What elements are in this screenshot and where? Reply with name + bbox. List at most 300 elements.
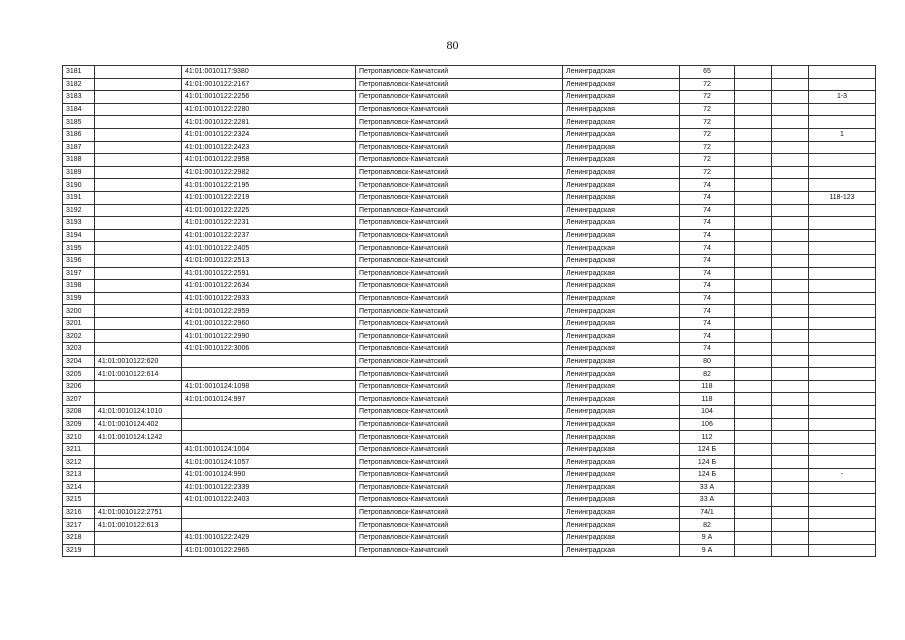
cadastral-premises-cell: 41:01:0010122:2591 [182,267,356,280]
cadastral-land-cell [95,254,182,267]
street-cell: Ленинградская [563,343,680,356]
street-cell: Ленинградская [563,456,680,469]
city-cell: Петропавловск-Камчатский [356,494,563,507]
structure-cell [772,368,809,381]
city-cell: Петропавловск-Камчатский [356,393,563,406]
house-cell: 80 [680,355,735,368]
city-cell: Петропавловск-Камчатский [356,141,563,154]
street-cell: Ленинградская [563,154,680,167]
apartment-cell [809,431,876,444]
house-cell: 74 [680,229,735,242]
row-number-cell: 3202 [63,330,95,343]
structure-cell [772,431,809,444]
building-cell [735,229,772,242]
street-cell: Ленинградская [563,191,680,204]
table-row [63,531,876,544]
building-cell [735,91,772,104]
apartment-cell [809,103,876,116]
building-cell [735,380,772,393]
table-row [63,267,876,280]
structure-cell [772,267,809,280]
cadastral-land-cell [95,469,182,482]
building-cell [735,179,772,192]
table-row [63,355,876,368]
table-row [63,456,876,469]
house-cell: 74 [680,292,735,305]
street-cell: Ленинградская [563,217,680,230]
house-cell: 104 [680,406,735,419]
city-cell: Петропавловск-Камчатский [356,343,563,356]
row-number-cell: 3187 [63,141,95,154]
city-cell: Петропавловск-Камчатский [356,116,563,129]
house-cell: 72 [680,166,735,179]
house-cell: 74 [680,217,735,230]
city-cell: Петропавловск-Камчатский [356,506,563,519]
street-cell: Ленинградская [563,330,680,343]
row-number-cell: 3188 [63,154,95,167]
cadastral-premises-cell [182,431,356,444]
cadastral-land-cell [95,116,182,129]
row-number-cell: 3200 [63,305,95,318]
apartment-cell [809,368,876,381]
street-cell: Ленинградская [563,254,680,267]
apartment-cell [809,217,876,230]
table-row [63,343,876,356]
house-cell: 74 [680,317,735,330]
apartment-cell [809,242,876,255]
table-row [63,443,876,456]
building-cell [735,78,772,91]
structure-cell [772,380,809,393]
cadastral-land-cell [95,380,182,393]
house-cell: 124 Б [680,456,735,469]
cadastral-land-cell [95,242,182,255]
structure-cell [772,242,809,255]
table-body [63,66,876,557]
cadastral-land-cell [95,78,182,91]
table-row [63,292,876,305]
building-cell [735,128,772,141]
row-number-cell: 3190 [63,179,95,192]
cadastral-premises-cell: 41:01:0010122:2405 [182,242,356,255]
building-cell [735,506,772,519]
house-cell: 124 Б [680,469,735,482]
building-cell [735,66,772,79]
structure-cell [772,544,809,557]
building-cell [735,355,772,368]
table-row [63,406,876,419]
cadastral-premises-cell: 41:01:0010122:2959 [182,305,356,318]
row-number-cell: 3186 [63,128,95,141]
street-cell: Ленинградская [563,116,680,129]
row-number-cell: 3183 [63,91,95,104]
building-cell [735,191,772,204]
street-cell: Ленинградская [563,103,680,116]
cadastral-premises-cell: 41:01:0010122:2933 [182,292,356,305]
house-cell: 72 [680,91,735,104]
structure-cell [772,393,809,406]
cadastral-land-cell [95,66,182,79]
city-cell: Петропавловск-Камчатский [356,355,563,368]
city-cell: Петропавловск-Камчатский [356,229,563,242]
building-cell [735,166,772,179]
building-cell [735,481,772,494]
cadastral-land-cell: 41:01:0010122:614 [95,368,182,381]
cadastral-premises-cell: 41:01:0010122:2256 [182,91,356,104]
table-row [63,154,876,167]
house-cell: 74 [680,254,735,267]
cadastral-premises-cell [182,506,356,519]
cadastral-premises-cell: 41:01:0010124:997 [182,393,356,406]
house-cell: 74 [680,280,735,293]
cadastral-premises-cell: 41:01:0010122:2225 [182,204,356,217]
city-cell: Петропавловск-Камчатский [356,204,563,217]
building-cell [735,305,772,318]
street-cell: Ленинградская [563,393,680,406]
building-cell [735,317,772,330]
page-number: 80 [446,38,459,52]
structure-cell [772,343,809,356]
apartment-cell [809,66,876,79]
city-cell: Петропавловск-Камчатский [356,380,563,393]
house-cell: 118 [680,393,735,406]
row-number-cell: 3204 [63,355,95,368]
row-number-cell: 3210 [63,431,95,444]
building-cell [735,280,772,293]
street-cell: Ленинградская [563,494,680,507]
apartment-cell [809,305,876,318]
building-cell [735,494,772,507]
city-cell: Петропавловск-Камчатский [356,254,563,267]
building-cell [735,343,772,356]
row-number-cell: 3194 [63,229,95,242]
cadastral-premises-cell: 41:01:0010122:2195 [182,179,356,192]
street-cell: Ленинградская [563,267,680,280]
cadastral-premises-cell: 41:01:0010122:2965 [182,544,356,557]
table-row [63,179,876,192]
table-row [63,330,876,343]
cadastral-land-cell [95,481,182,494]
cadastral-land-cell: 41:01:0010122:613 [95,519,182,532]
apartment-cell [809,78,876,91]
cadastral-land-cell: 41:01:0010124:402 [95,418,182,431]
cadastral-premises-cell: 41:01:0010122:2339 [182,481,356,494]
row-number-cell: 3196 [63,254,95,267]
apartment-cell [809,292,876,305]
house-cell: 72 [680,141,735,154]
city-cell: Петропавловск-Камчатский [356,217,563,230]
house-cell: 72 [680,128,735,141]
table-row [63,242,876,255]
apartment-cell [809,204,876,217]
structure-cell [772,78,809,91]
row-number-cell: 3214 [63,481,95,494]
cadastral-land-cell [95,292,182,305]
apartment-cell [809,531,876,544]
city-cell: Петропавловск-Камчатский [356,78,563,91]
cadastral-land-cell [95,456,182,469]
building-cell [735,204,772,217]
cadastral-land-cell [95,179,182,192]
cadastral-land-cell: 41:01:0010124:1010 [95,406,182,419]
apartment-cell [809,267,876,280]
cadastral-land-cell [95,91,182,104]
table-row [63,469,876,482]
structure-cell [772,330,809,343]
structure-cell [772,254,809,267]
house-cell: 74 [680,305,735,318]
apartment-cell [809,380,876,393]
table-row [63,191,876,204]
table-row [63,431,876,444]
table-row [63,103,876,116]
apartment-cell: 1-3 [809,91,876,104]
building-cell [735,368,772,381]
row-number-cell: 3192 [63,204,95,217]
city-cell: Петропавловск-Камчатский [356,519,563,532]
row-number-cell: 3217 [63,519,95,532]
house-cell: 65 [680,66,735,79]
structure-cell [772,494,809,507]
city-cell: Петропавловск-Камчатский [356,431,563,444]
cadastral-land-cell [95,280,182,293]
table-row [63,494,876,507]
street-cell: Ленинградская [563,204,680,217]
row-number-cell: 3208 [63,406,95,419]
city-cell: Петропавловск-Камчатский [356,418,563,431]
row-number-cell: 3211 [63,443,95,456]
house-cell: 82 [680,368,735,381]
cadastral-premises-cell: 41:01:0010124:1004 [182,443,356,456]
cadastral-land-cell [95,544,182,557]
city-cell: Петропавловск-Камчатский [356,280,563,293]
building-cell [735,217,772,230]
structure-cell [772,154,809,167]
apartment-cell [809,330,876,343]
building-cell [735,141,772,154]
street-cell: Ленинградская [563,242,680,255]
table-row [63,393,876,406]
building-cell [735,406,772,419]
house-cell: 33 А [680,481,735,494]
apartment-cell [809,456,876,469]
house-cell: 72 [680,154,735,167]
cadastral-premises-cell: 41:01:0010122:2403 [182,494,356,507]
row-number-cell: 3218 [63,531,95,544]
structure-cell [772,519,809,532]
building-cell [735,292,772,305]
city-cell: Петропавловск-Камчатский [356,368,563,381]
structure-cell [772,128,809,141]
city-cell: Петропавловск-Камчатский [356,242,563,255]
building-cell [735,418,772,431]
building-cell [735,443,772,456]
row-number-cell: 3198 [63,280,95,293]
cadastral-premises-cell: 41:01:0010124:990 [182,469,356,482]
structure-cell [772,443,809,456]
cadastral-premises-cell: 41:01:0010122:2237 [182,229,356,242]
city-cell: Петропавловск-Камчатский [356,531,563,544]
street-cell: Ленинградская [563,141,680,154]
house-cell: 74 [680,330,735,343]
row-number-cell: 3209 [63,418,95,431]
street-cell: Ленинградская [563,317,680,330]
table-row [63,519,876,532]
cadastral-premises-cell: 41:01:0010122:2982 [182,166,356,179]
street-cell: Ленинградская [563,78,680,91]
table-row [63,204,876,217]
city-cell: Петропавловск-Камчатский [356,103,563,116]
cadastral-land-cell [95,317,182,330]
house-cell: 74 [680,204,735,217]
structure-cell [772,418,809,431]
house-cell: 74/1 [680,506,735,519]
cadastral-land-cell [95,393,182,406]
structure-cell [772,506,809,519]
apartment-cell [809,519,876,532]
cadastral-premises-cell: 41:01:0010122:2960 [182,317,356,330]
cadastral-premises-cell: 41:01:0010122:2219 [182,191,356,204]
apartment-cell [809,154,876,167]
structure-cell [772,481,809,494]
row-number-cell: 3182 [63,78,95,91]
structure-cell [772,317,809,330]
cadastral-land-cell [95,154,182,167]
building-cell [735,242,772,255]
cadastral-land-cell [95,305,182,318]
cadastral-premises-cell: 41:01:0010122:2513 [182,254,356,267]
cadastral-premises-cell: 41:01:0010122:2958 [182,154,356,167]
structure-cell [772,103,809,116]
row-number-cell: 3193 [63,217,95,230]
table-row [63,166,876,179]
structure-cell [772,355,809,368]
apartment-cell [809,544,876,557]
street-cell: Ленинградская [563,469,680,482]
table-row [63,481,876,494]
city-cell: Петропавловск-Камчатский [356,154,563,167]
row-number-cell: 3189 [63,166,95,179]
building-cell [735,431,772,444]
table-row [63,506,876,519]
house-cell: 74 [680,343,735,356]
building-cell [735,330,772,343]
structure-cell [772,91,809,104]
building-cell [735,103,772,116]
house-cell: 9 А [680,531,735,544]
apartment-cell [809,254,876,267]
street-cell: Ленинградская [563,406,680,419]
cadastral-land-cell [95,343,182,356]
cadastral-premises-cell [182,355,356,368]
street-cell: Ленинградская [563,66,680,79]
row-number-cell: 3195 [63,242,95,255]
structure-cell [772,280,809,293]
street-cell: Ленинградская [563,418,680,431]
street-cell: Ленинградская [563,229,680,242]
house-cell: 112 [680,431,735,444]
building-cell [735,393,772,406]
cadastral-land-cell [95,191,182,204]
city-cell: Петропавловск-Камчатский [356,406,563,419]
row-number-cell: 3203 [63,343,95,356]
structure-cell [772,191,809,204]
street-cell: Ленинградская [563,355,680,368]
table-row [63,91,876,104]
cadastral-land-cell [95,128,182,141]
cadastral-premises-cell: 41:01:0010122:2429 [182,531,356,544]
city-cell: Петропавловск-Камчатский [356,443,563,456]
city-cell: Петропавловск-Камчатский [356,305,563,318]
structure-cell [772,229,809,242]
city-cell: Петропавловск-Камчатский [356,179,563,192]
structure-cell [772,531,809,544]
street-cell: Ленинградская [563,368,680,381]
apartment-cell [809,393,876,406]
cadastral-land-cell [95,141,182,154]
cadastral-land-cell: 41:01:0010122:620 [95,355,182,368]
cadastral-premises-cell [182,406,356,419]
house-cell: 72 [680,78,735,91]
cadastral-premises-cell: 41:01:0010124:1057 [182,456,356,469]
structure-cell [772,292,809,305]
house-cell: 106 [680,418,735,431]
building-cell [735,519,772,532]
row-number-cell: 3197 [63,267,95,280]
row-number-cell: 3191 [63,191,95,204]
row-number-cell: 3185 [63,116,95,129]
structure-cell [772,456,809,469]
house-cell: 9 А [680,544,735,557]
table-row [63,66,876,79]
row-number-cell: 3212 [63,456,95,469]
house-cell: 118 [680,380,735,393]
house-cell: 74 [680,191,735,204]
cadastral-premises-cell: 41:01:0010122:2280 [182,103,356,116]
city-cell: Петропавловск-Камчатский [356,267,563,280]
street-cell: Ленинградская [563,166,680,179]
cadastral-premises-cell: 41:01:0010117:9380 [182,66,356,79]
city-cell: Петропавловск-Камчатский [356,91,563,104]
table-row [63,280,876,293]
apartment-cell [809,280,876,293]
cadastral-premises-cell: 41:01:0010122:2281 [182,116,356,129]
row-number-cell: 3199 [63,292,95,305]
apartment-cell: 1 [809,128,876,141]
house-cell: 82 [680,519,735,532]
house-cell: 124 Б [680,443,735,456]
cadastral-land-cell [95,443,182,456]
cadastral-land-cell [95,494,182,507]
cadastral-premises-cell [182,418,356,431]
building-cell [735,469,772,482]
house-cell: 74 [680,242,735,255]
table-row [63,254,876,267]
structure-cell [772,217,809,230]
row-number-cell: 3184 [63,103,95,116]
street-cell: Ленинградская [563,380,680,393]
apartment-cell [809,317,876,330]
row-number-cell: 3213 [63,469,95,482]
apartment-cell [809,229,876,242]
cadastral-premises-cell: 41:01:0010122:2634 [182,280,356,293]
house-cell: 74 [680,179,735,192]
cadastral-premises-cell: 41:01:0010122:2167 [182,78,356,91]
row-number-cell: 3216 [63,506,95,519]
cadastral-land-cell [95,166,182,179]
city-cell: Петропавловск-Камчатский [356,292,563,305]
cadastral-land-cell [95,229,182,242]
